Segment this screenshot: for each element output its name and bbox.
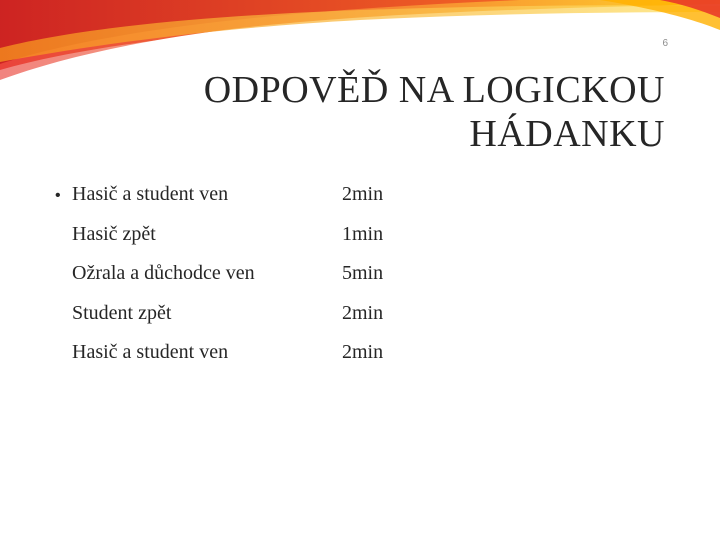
step-label: Ožrala a důchodce ven — [72, 262, 255, 284]
answer-list — [55, 183, 475, 381]
page-number: 6 — [662, 38, 668, 49]
list-item — [55, 302, 475, 342]
step-time: 2min — [342, 301, 384, 324]
list-item — [55, 341, 475, 381]
step-time: 5min — [342, 262, 384, 284]
step-label: Student zpět — [72, 301, 172, 324]
slide-title: ODPOVĚĎ NA LOGICKOU HÁDANKU — [203, 69, 665, 155]
list-item — [55, 262, 475, 302]
list-item — [55, 183, 475, 223]
bullet-icon: • — [55, 187, 61, 204]
step-label: Hasič zpět — [72, 222, 156, 245]
step-time: 1min — [342, 222, 384, 245]
list-item — [55, 223, 475, 263]
step-label: Hasič a student ven — [72, 341, 229, 363]
step-time: 2min — [342, 183, 384, 205]
step-time: 2min — [342, 341, 384, 363]
step-label: Hasič a student ven — [72, 183, 229, 205]
